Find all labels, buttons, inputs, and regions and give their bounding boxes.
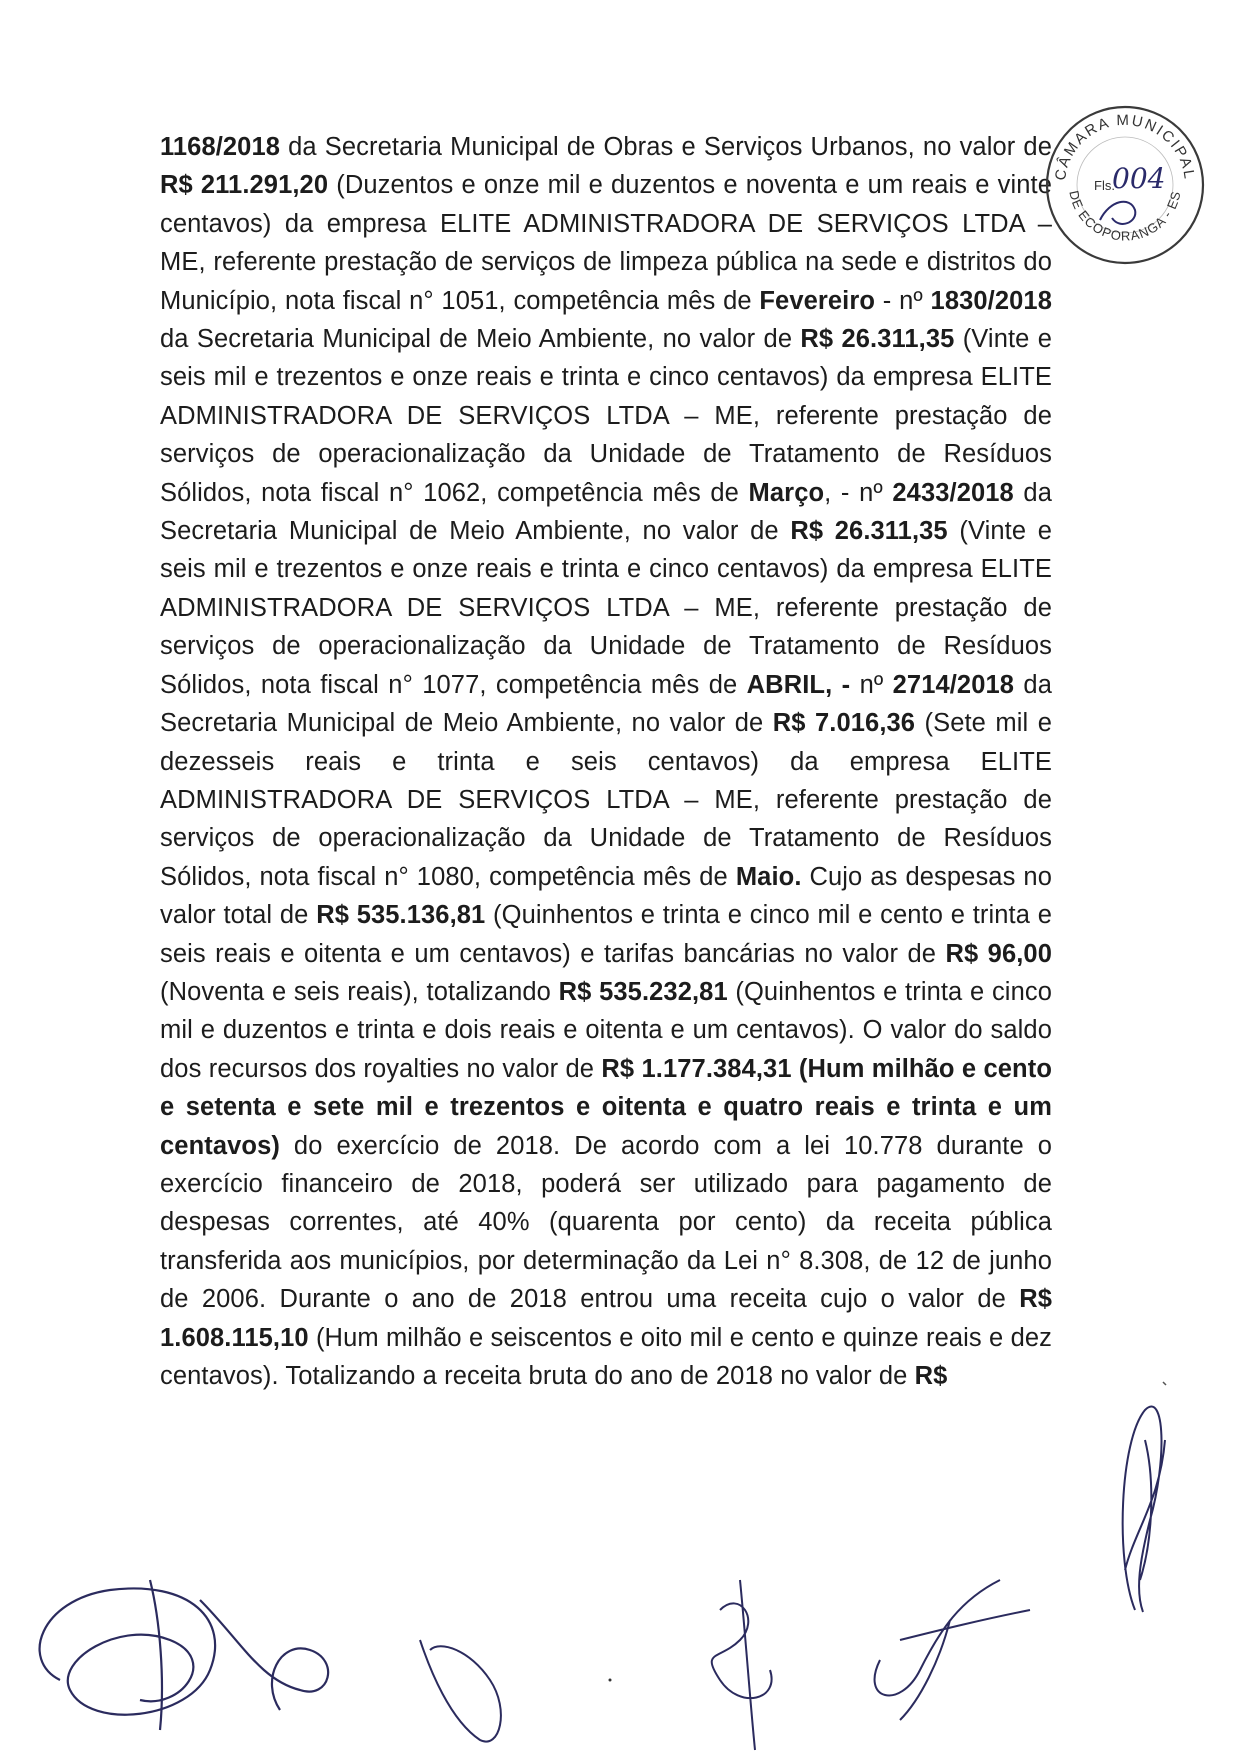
text-segment: (Hum milhão e seiscentos e oito mil e cento e quinze reais e dez centavos). Totalizando a receita bruta do ano de 2018 no valor de xyxy=(160,1323,1052,1390)
bottom-signatures xyxy=(0,1560,1240,1754)
bold-segment: R$ 1.177.384,31 (Hum milhão e cento e setenta e sete mil e trezentos e oitenta e quatro reais e trinta e um centavos) xyxy=(160,1054,1052,1160)
text-segment: da Secretaria Municipal de Meio Ambiente, no valor de xyxy=(160,670,1052,738)
text-segment: (Quinhentos e trinta e cinco mil e duzentos e trinta e dois reais e oitenta e um centavos). O valor do saldo dos recursos dos royalties no valor de xyxy=(160,977,1052,1083)
text-segment: da Secretaria Municipal de Meio Ambiente, no valor de xyxy=(160,478,1052,546)
stamp-page-number: 004 xyxy=(1112,162,1166,195)
bold-segment: 2433/2018 xyxy=(892,478,1014,507)
text-segment: Cujo as despesas no valor total de xyxy=(160,862,1052,930)
text-segment: , - nº xyxy=(824,478,893,507)
signatures-drawing xyxy=(0,1560,1240,1754)
stamp-fls-label: Fls. xyxy=(1094,178,1115,193)
text-segment: (Duzentos e onze mil e duzentos e noventa e um reais e vinte centavos) da empresa ELITE ADMINISTRADORA DE SERVIÇOS LTDA – ME, referente prestação de serviços de limpeza pública na sede e distritos do Município, nota fiscal n° 1051, competência mês de xyxy=(160,171,1053,315)
text-segment: (Noventa e seis reais), totalizando xyxy=(160,977,559,1006)
bold-segment: R$ xyxy=(914,1362,948,1390)
text-segment: da Secretaria Municipal de Obras e Serviços Urbanos, no valor de xyxy=(280,133,1052,161)
text-segment: (Sete mil e dezesseis reais e trinta e seis centavos) da empresa ELITE ADMINISTRADORA DE SERVIÇOS LTDA – ME, referente prestação de serviços de operacionalização da Unidade de Tratamento de Resíduos Sólidos, nota fiscal n° 1080, competência mês de xyxy=(160,709,1052,891)
text-segment: do exercício de 2018. De acordo com a lei 10.778 durante o exercício financeiro de 2018, poderá ser utilizado para pagamento de despesas correntes, até 40% (quarenta por cento) da receita pública transferida aos municípios, por determinação da Lei n° 8.308, de 12 de junho de 2006. Durante o ano de 2018 entrou uma receita cujo o valor de xyxy=(160,1131,1052,1314)
text-segment: (Vinte e seis mil e trezentos e onze reais e trinta e cinco centavos) da empresa ELITE ADMINISTRADORA DE SERVIÇOS LTDA – ME, referente prestação de serviços de operacionalização da Unidade de Tratamento de Resíduos Sólidos, nota fiscal n° 1077, competência mês de xyxy=(160,517,1053,699)
text-segment: (Vinte e seis mil e trezentos e onze reais e trinta e cinco centavos) da empresa ELITE ADMINISTRADORA DE SERVIÇOS LTDA – ME, referente prestação de serviços de operacionalização da Unidade de Tratamento de Resíduos Sólidos, nota fiscal n° 1062, competência mês de xyxy=(160,325,1053,507)
bold-segment: R$ 535.232,81 xyxy=(558,977,728,1006)
stamp-top-text: CÂMARA MUNICIPAL xyxy=(1051,111,1198,182)
bold-segment: R$ 96,00 xyxy=(945,939,1052,968)
bold-segment: R$ 26.311,35 xyxy=(790,517,948,546)
bold-segment: R$ 1.608.115,10 xyxy=(160,1285,1052,1352)
bold-segment: 1830/2018 xyxy=(930,286,1052,315)
body-paragraph xyxy=(160,128,1052,1395)
bold-segment: 2714/2018 xyxy=(892,670,1015,699)
bold-segment: 1168/2018 xyxy=(160,133,281,161)
stamp-bottom-text: DE ECOPORANGA - ES xyxy=(1066,189,1184,244)
bold-segment: R$ 535.136,81 xyxy=(316,901,486,930)
text-segment: nº xyxy=(850,670,893,699)
text-segment: da Secretaria Municipal de Meio Ambiente, no valor de xyxy=(160,325,801,354)
bold-segment: Março xyxy=(748,478,825,507)
bold-segment: R$ 211.291,20 xyxy=(160,171,329,200)
text-segment: (Quinhentos e trinta e cinco mil e cento e trinta e seis reais e oitenta e um centavos) e tarifas bancárias no valor de xyxy=(160,901,1052,968)
bold-segment: Maio. xyxy=(735,862,802,891)
bold-segment: ABRIL, - xyxy=(746,670,851,699)
text-segment: - nº xyxy=(875,286,931,315)
bold-segment: R$ 26.311,35 xyxy=(800,325,955,354)
bold-segment: R$ 7.016,36 xyxy=(772,709,916,738)
bold-segment: Fevereiro xyxy=(759,286,876,315)
